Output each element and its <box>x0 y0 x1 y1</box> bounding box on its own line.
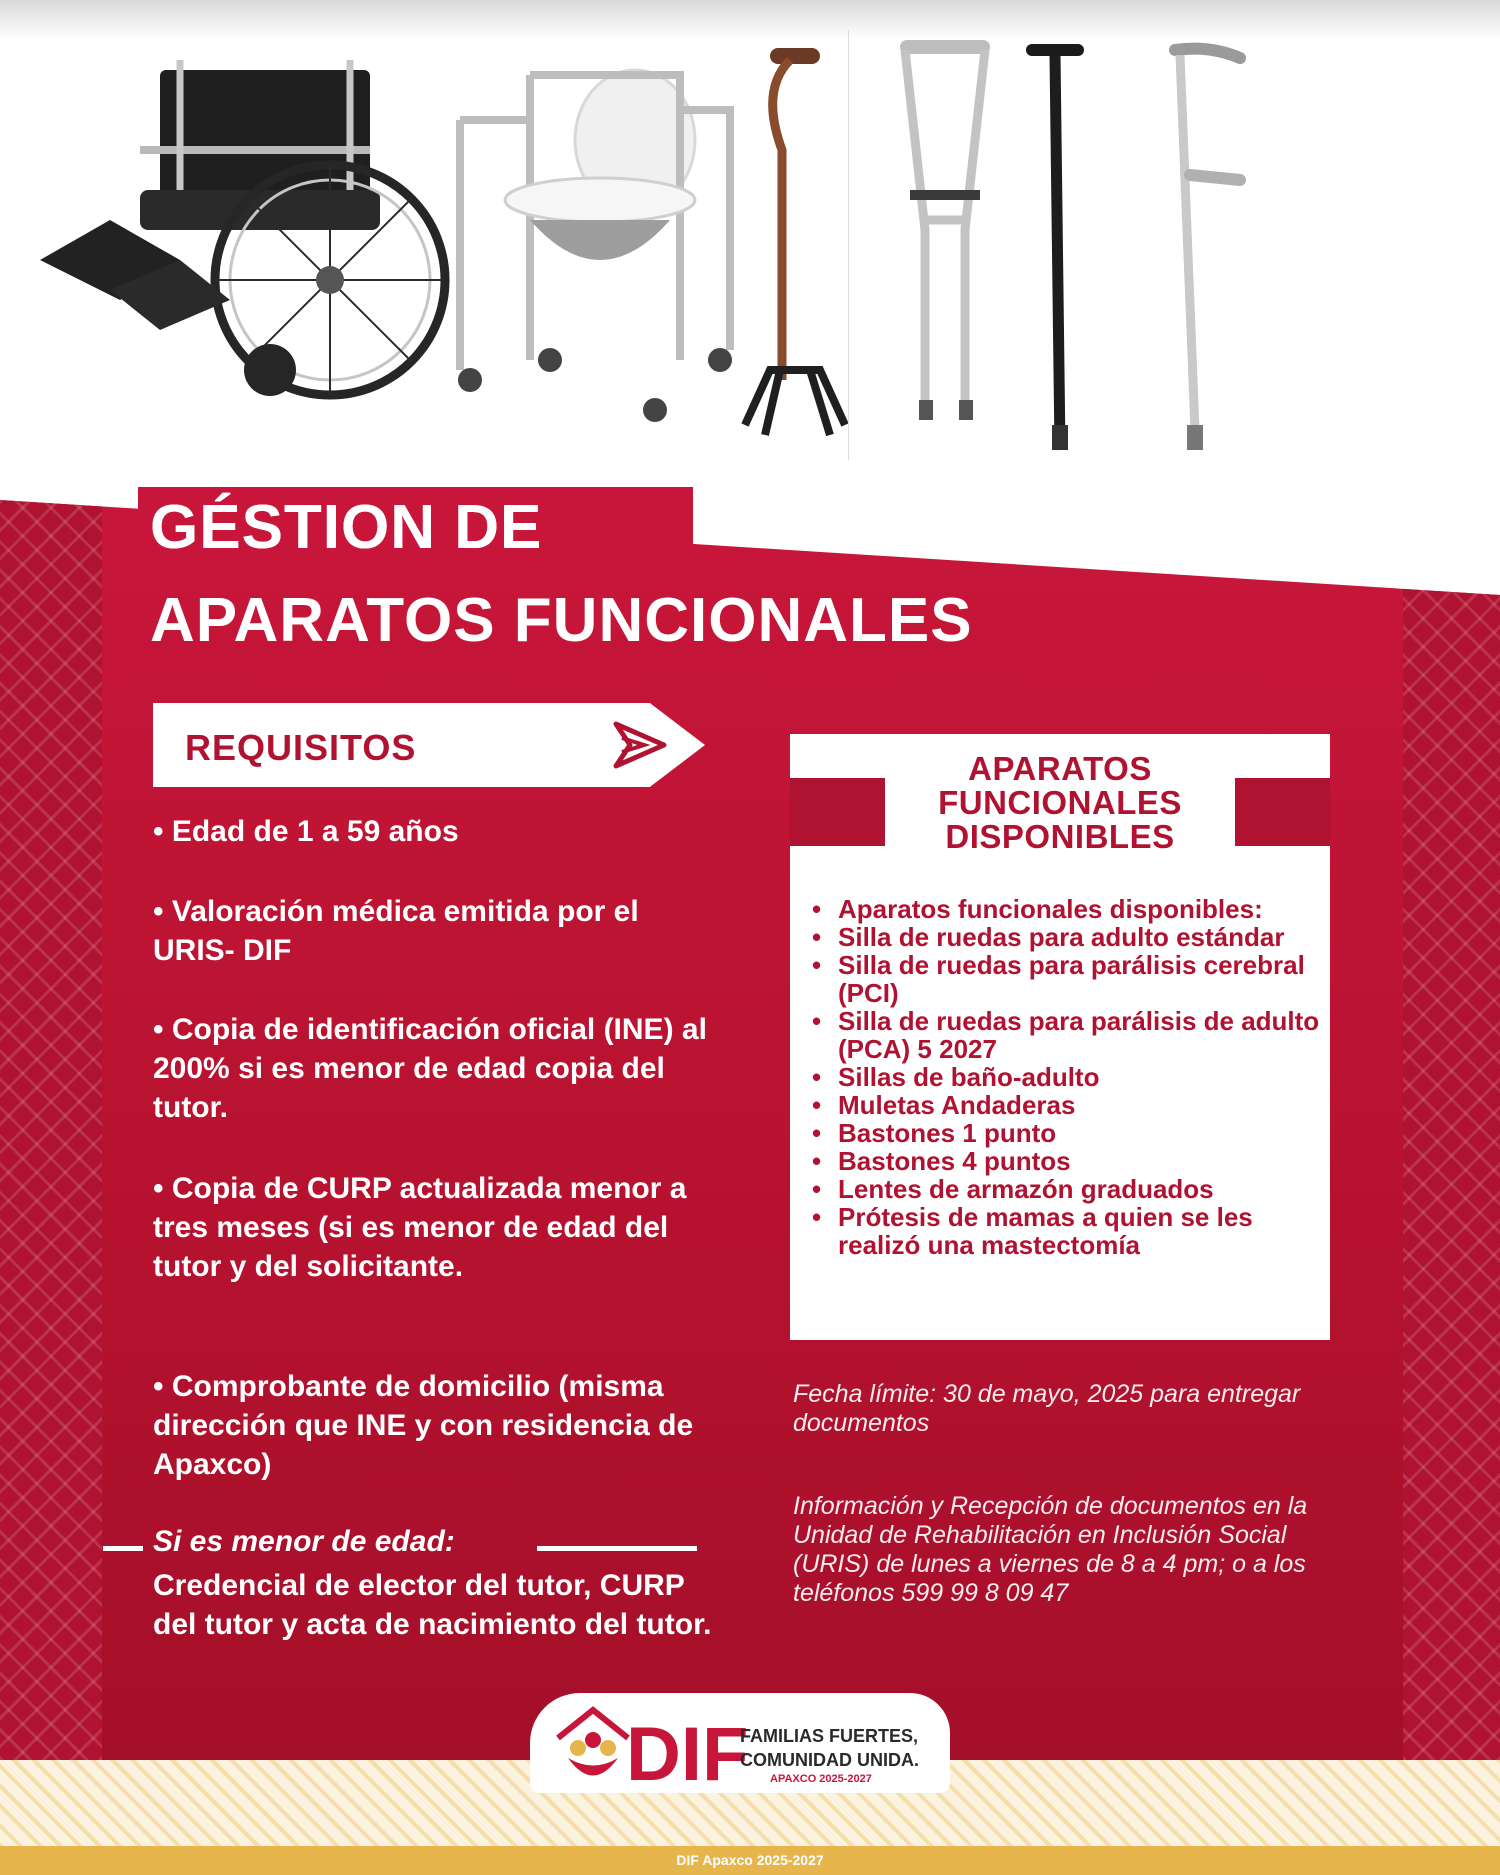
forearm-crutch-photo <box>1175 49 1240 450</box>
commode-chair-photo <box>458 70 732 422</box>
logo-years: APAXCO 2025-2027 <box>770 1773 872 1785</box>
crutches-photo <box>900 40 990 420</box>
available-devices-list <box>810 895 1320 1259</box>
list-item: • Silla de ruedas para parálisis de adulto (PCA) 5 2027 <box>810 1007 1320 1063</box>
info-text: Información y Recepción de documentos en la Unidad de Rehabilitación en Inclusión Social (URIS) de lunes a viernes de 8 a 4 pm; o a los teléfonos 599 99 8 09 47 <box>793 1492 1308 1607</box>
zigzag-pattern-right <box>1403 500 1500 1760</box>
list-item: • Sillas de baño-adulto <box>810 1063 1320 1091</box>
list-item: • Aparatos funcionales disponibles: <box>810 895 1320 923</box>
minor-requirements: Credencial de elector del tutor, CURP del tutor y acta de nacimiento del tutor. <box>153 1569 712 1641</box>
requirement-item: • Comprobante de domicilio (misma dirección que INE y con residencia de Apaxco) <box>153 1370 694 1481</box>
footer-text: DIF Apaxco 2025-2027 <box>676 1852 824 1868</box>
logo-slogan <box>740 1724 919 1772</box>
list-item: • Silla de ruedas para parálisis cerebral (PCI) <box>810 951 1320 1007</box>
list-item: • Prótesis de mamas a quien se les realizó una mastectomía <box>810 1203 1320 1259</box>
photo-divider <box>848 30 849 460</box>
minor-heading: Si es menor de edad: <box>153 1525 455 1558</box>
logo-letters: DIF <box>626 1712 748 1790</box>
dif-logo <box>548 1698 748 1790</box>
arrow-icon <box>612 720 668 770</box>
requirements-label: REQUISITOS <box>185 727 417 768</box>
page-title-line2: APARATOS FUNCIONALES <box>150 586 973 655</box>
zigzag-pattern-left <box>0 500 102 1760</box>
requirement-item: • Copia de identificación oficial (INE) al 200% si es menor de edad copia del tutor. <box>153 1013 707 1124</box>
quad-cane-photo <box>745 48 845 435</box>
available-devices-title: APARATOS FUNCIONALES DISPONIBLES <box>938 750 1182 855</box>
list-item: • Bastones 4 puntos <box>810 1147 1320 1175</box>
divider-line <box>537 1546 697 1551</box>
list-item: • Bastones 1 punto <box>810 1119 1320 1147</box>
divider-line <box>103 1546 143 1551</box>
cane-photo <box>1032 50 1078 450</box>
list-item: • Silla de ruedas para adulto estándar <box>810 923 1320 951</box>
slogan-line2: COMUNIDAD UNIDA. <box>740 1750 919 1770</box>
product-photos <box>30 30 1470 470</box>
page-title-line1: GÉSTION DE <box>150 493 543 562</box>
list-item: • Muletas Andaderas <box>810 1091 1320 1119</box>
requirement-item: • Copia de CURP actualizada menor a tres meses (si es menor de edad del tutor y del solicitante. <box>153 1172 687 1283</box>
deadline-text: Fecha límite: 30 de mayo, 2025 para entregar documentos <box>793 1380 1301 1437</box>
requirement-item: • Edad de 1 a 59 años <box>153 815 459 848</box>
list-item: • Lentes de armazón graduados <box>810 1175 1320 1203</box>
wheelchair-photo <box>40 60 445 396</box>
slogan-line1: FAMILIAS FUERTES, <box>740 1726 919 1746</box>
requirement-item: • Valoración médica emitida por el URIS- DIF <box>153 895 639 967</box>
